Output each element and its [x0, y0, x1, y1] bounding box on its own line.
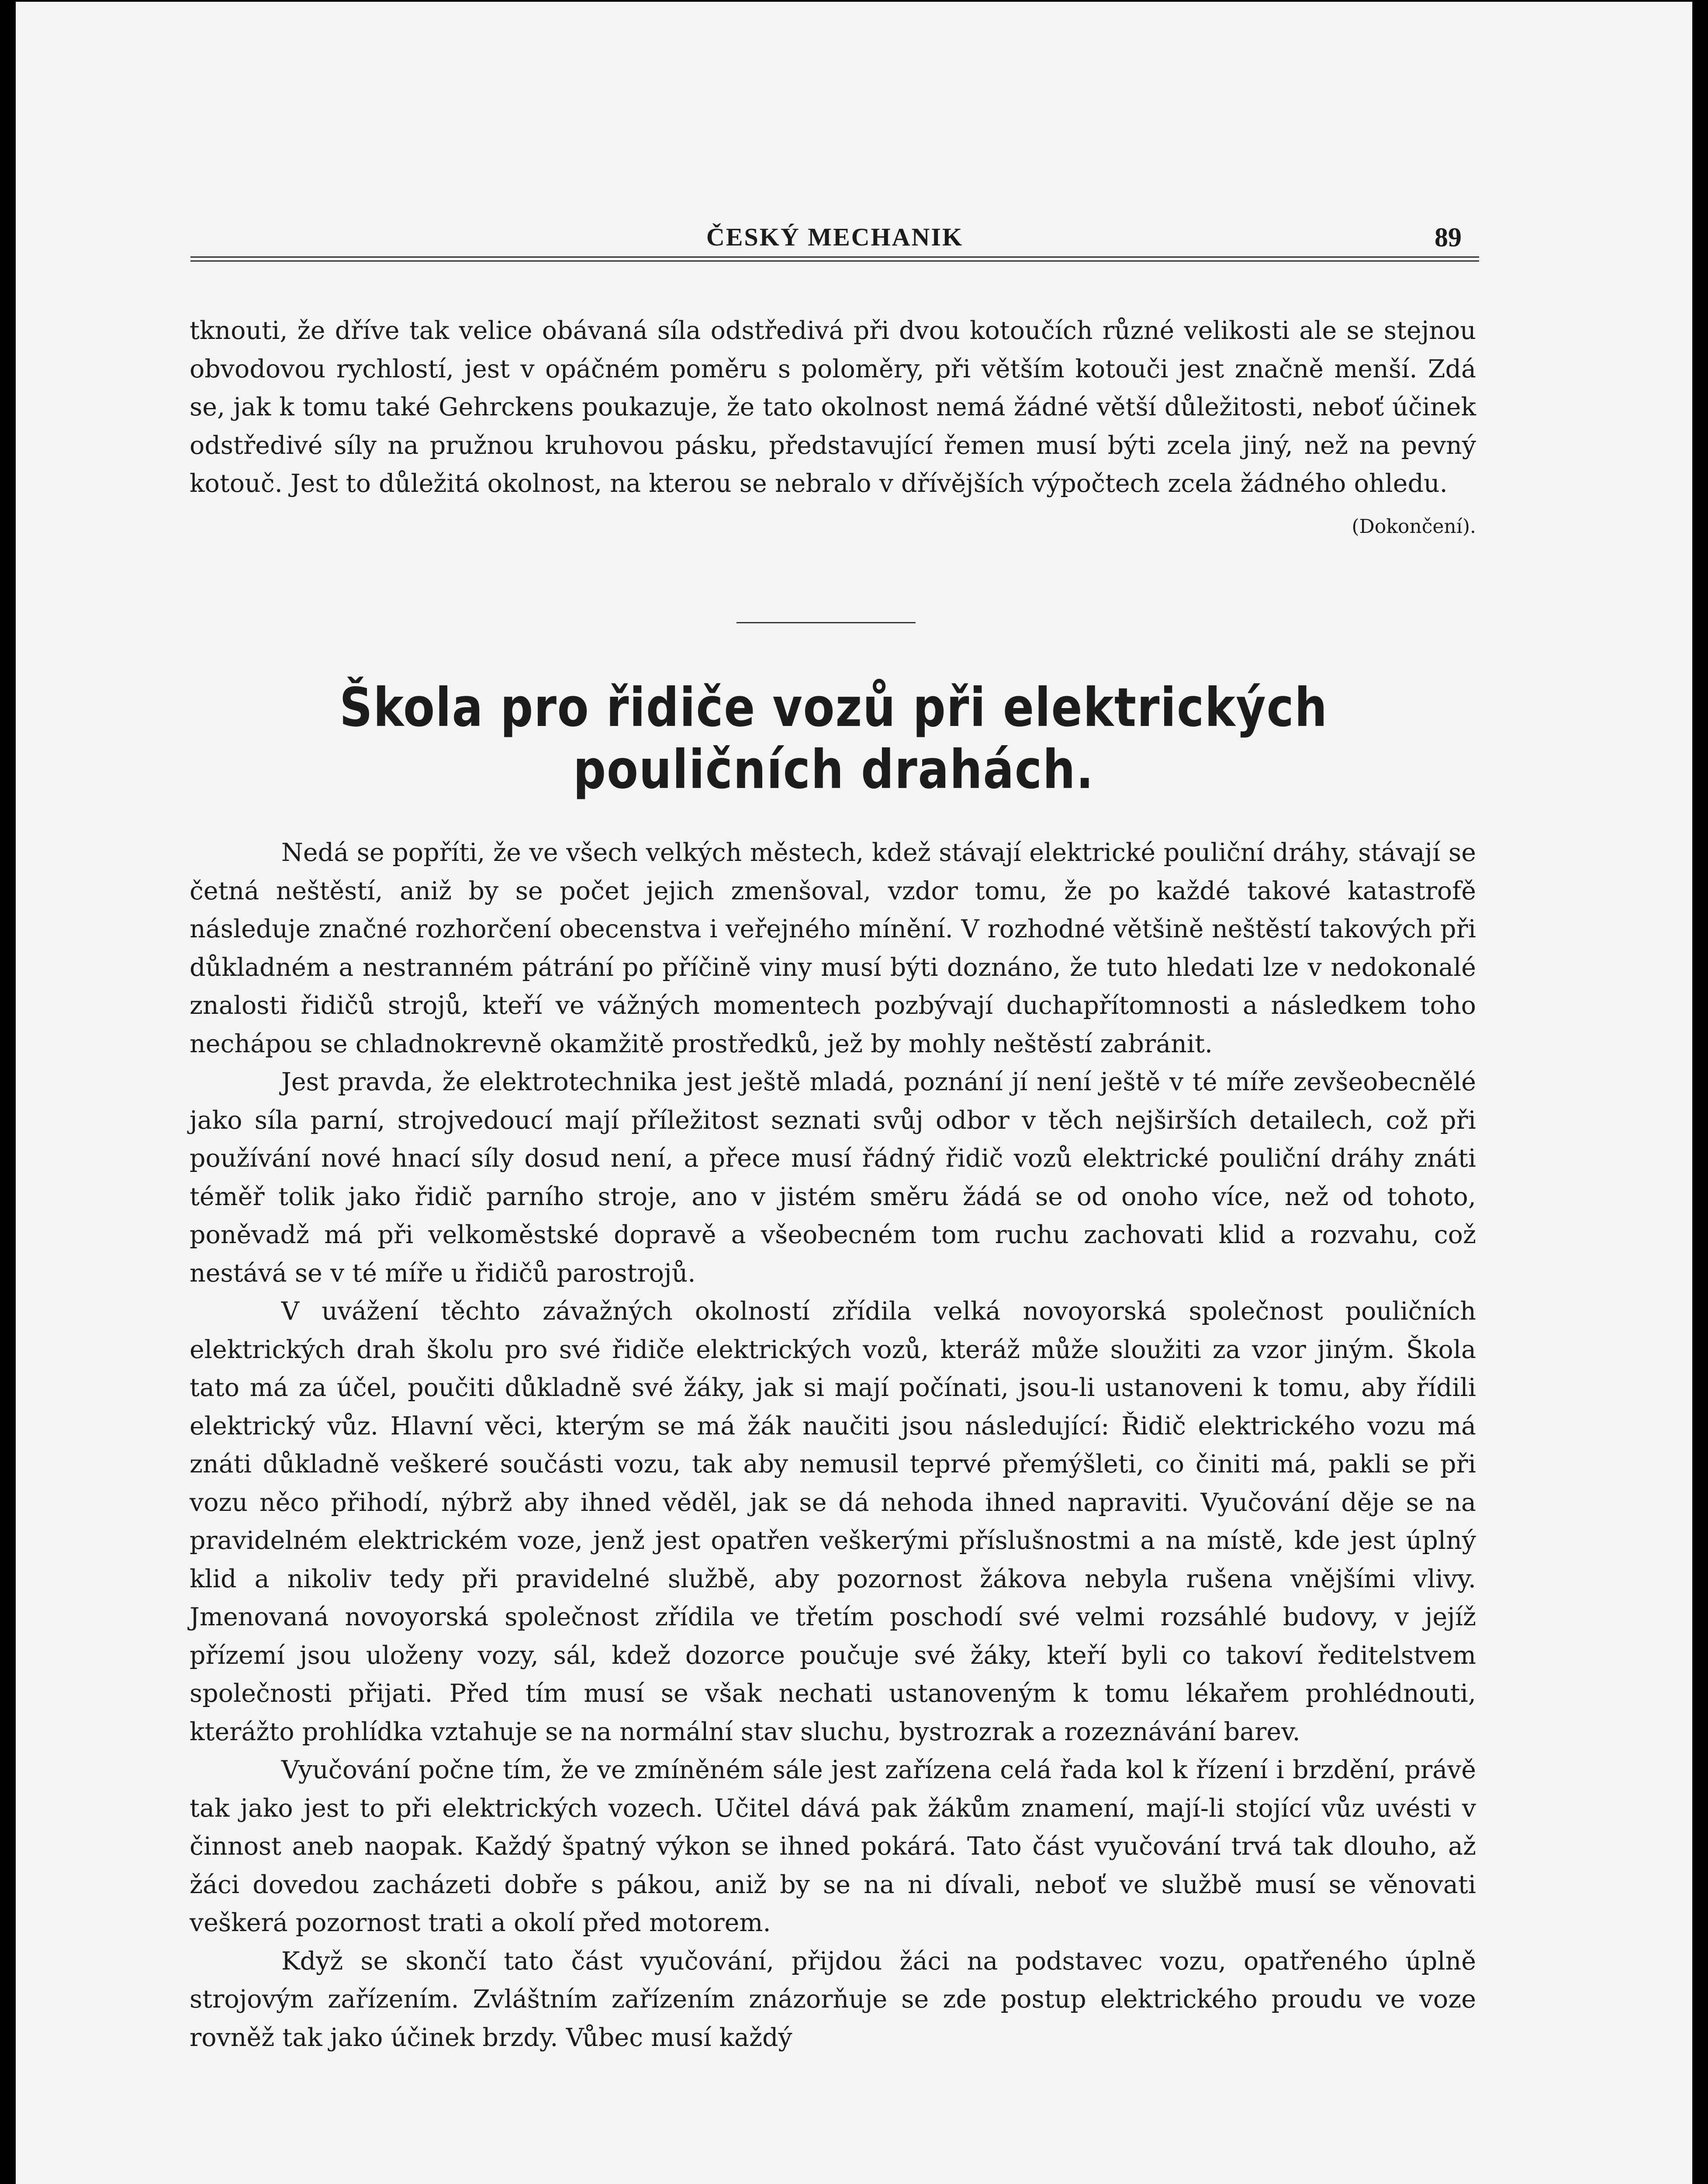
article-paragraph: V uvážení těchto závažných okolností zřídila velká novoyorská společnost pouličních elektrických drah školu pro své řidiče elektrických vozů, kteráž může sloužiti za vzor jiným. Škola tato má za účel, poučiti důkladně své žáky, jak si mají počínati, jsou-li ustanoveni k tomu, aby řídili elektrický vůz. Hlavní věci, kterým se má žák naučiti jsou následující: Řidič elektrického vozu má znáti důkladně veškeré součásti vozu, tak aby nemusil teprvé přemýšleti, co činiti má, pakli se při vozu něco přihodí, nýbrž aby ihned věděl, jak se dá nehoda ihned napraviti. Vyučování děje se na pravidelném elektrickém voze, jenž jest opatřen veškerými příslušnostmi a na místě, kde jest úplný klid a nikoliv tedy při pravidelné službě, aby pozornost žákova nebyla rušena vnějšími vlivy. Jmenovaná novoyorská společnost zřídila ve třetím poschodí své velmi rozsáhlé budovy, v jejíž přízemí jsou uloženy vozy, sál, kdež dozorce poučuje své žáky, kteří byli co takoví ředitelstvem společnosti přijati. Před tím musí se však nechati ustanoveným k tomu lékařem prohlédnouti, kterážto prohlídka vztahuje se na normální stav sluchu, bystrozrak a rozeznávání barev. — [190, 1297, 1476, 1746]
section-separator — [736, 622, 916, 623]
article-paragraph: Když se skončí tato část vyučování, přijdou žáci na podstavec vozu, opatřeného úplně strojovým zařízením. Zvláštním zařízením znázorňuje se zde postup elektrického proudu ve voze rovněž tak jako účinek brzdy. Vůbec musí každý — [190, 1946, 1476, 2052]
article-paragraph: Jest pravda, že elektrotechnika jest ještě mladá, poznání jí není ještě v té míře zevšeobecnělé jako síla parní, strojvedoucí mají příležitost seznati svůj odbor v těch nejširších detailech, což při používání nové hnací síly dosud není, a přece musí řádný řidič vozů elektrické pouliční dráhy znáti téměř tolik jako řidič parního stroje, ano v jistém směru žádá se od onoho více, než od tohoto, poněvadž má při velkoměstské dopravě a všeobecném tom ruchu zachovati klid a rozvahu, což nestává se v té míře u řidičů parostrojů. — [190, 1068, 1476, 1288]
article-paragraph: Nedá se popříti, že ve všech velkých městech, kdež stávají elektrické pouliční dráhy, stávají se četná neštěstí, aniž by se počet jejich zmenšoval, vzdor tomu, že po každé takové katastrofě následuje značné rozhorčení obecenstva i veřejného mínění. V rozhodné většině neštěstí takových při důkladném a nestranném pátrání po příčině viny musí býti doznáno, že tuto hledati lze v nedokonalé znalosti řidičů strojů, kteří ve vážných momentech pozbývají duchapřítomnosti a následkem toho nechápou se chladnokrevně okamžitě prostředků, jež by mohly neštěstí zabránit. — [190, 838, 1476, 1058]
header-rule — [190, 256, 1479, 262]
page-number: 89 — [1435, 223, 1462, 252]
article-title: Škola pro řidiče vozů při elektrických pouličních drahách. — [339, 677, 1328, 801]
article-paragraph: Vyučování počne tím, že ve zmíněném sále jest zařízena celá řada kol k řízení i brzdění, právě tak jako jest to při elektrických vozech. Učitel dává pak žákům znamení, mají-li stojící vůz uvésti v činnost aneb naopak. Každý špatný výkon se ihned pokárá. Tato část vyučování trvá tak dlouho, až žáci dovedou zacházeti dobře s pákou, aniž by se na ni dívali, neboť ve službě musí se věnovati veškerá pozornost trati a okolí před motorem. — [190, 1755, 1476, 1937]
end-note: (Dokončení). — [1352, 515, 1476, 538]
continuation-paragraph — [190, 312, 1476, 538]
running-title: ČESKÝ MECHANIK — [706, 223, 964, 251]
page — [16, 2, 1692, 2184]
continuation-body: tknouti, že dříve tak velice obávaná síla odstředivá při dvou kotoučích různé velikosti ale se stejnou obvodovou rychlostí, jest v opáčném poměru s poloměry, při větším kotouči jest značně menší. Zdá se, jak k tomu také Gehrckens poukazuje, že tato okolnost nemá žádné větší důležitosti, neboť účinek odstředivé síly na pružnou kruhovou pásku, představující řemen musí býti zcela jiný, než na pevný kotouč. Jest to důležitá okolnost, na kterou se nebralo v dřívějších výpočtech zcela žádného ohledu. — [190, 316, 1476, 498]
running-head — [190, 222, 1479, 270]
article-body — [190, 834, 1476, 2057]
continuation-text — [190, 312, 1476, 546]
